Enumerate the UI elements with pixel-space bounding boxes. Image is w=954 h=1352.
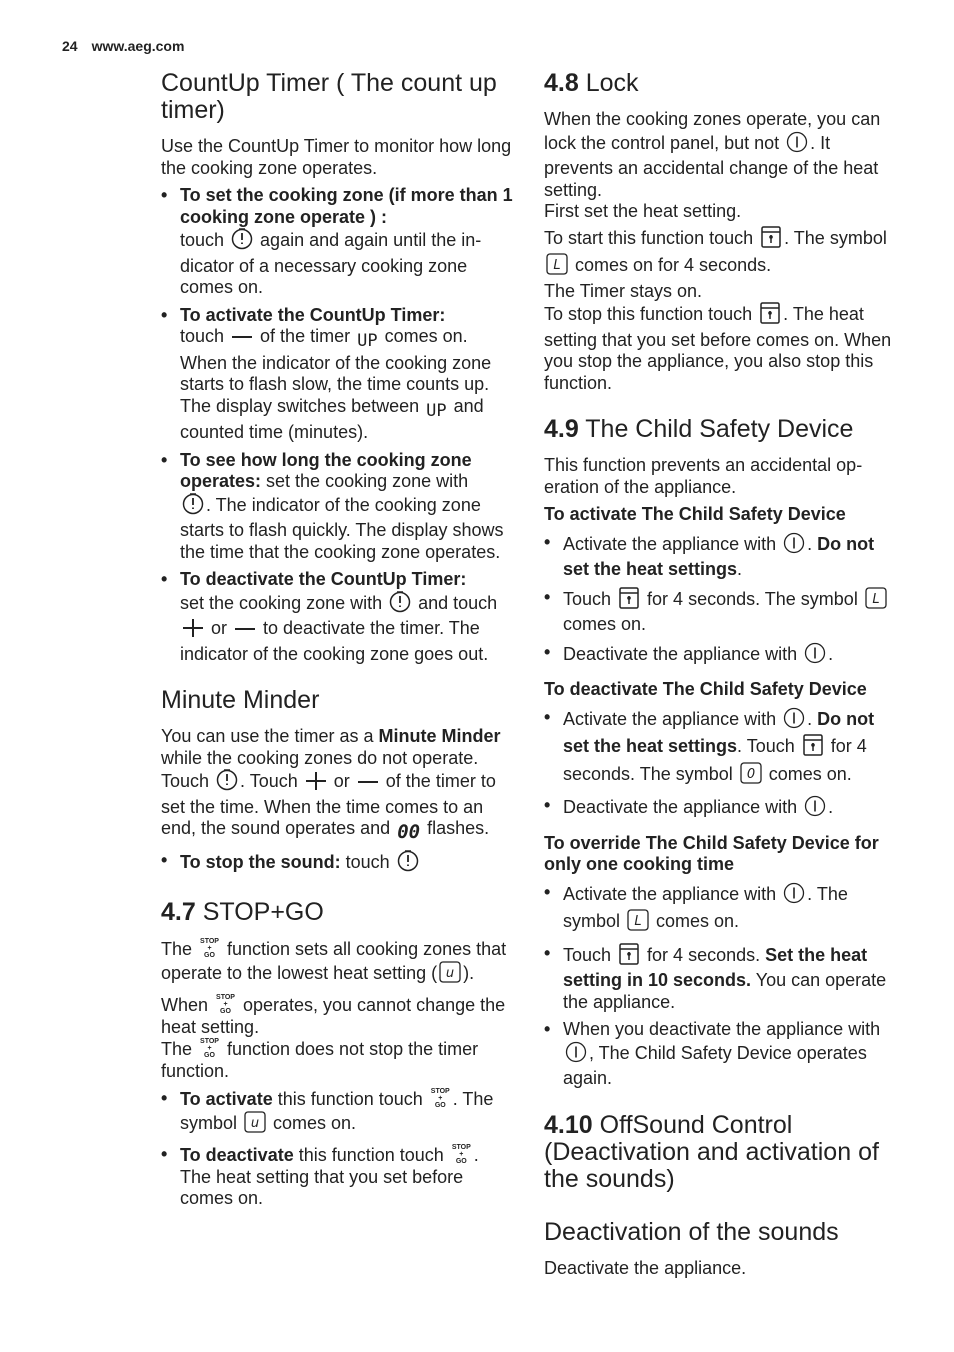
- countup-list: [161, 185, 513, 665]
- minute-minder-title: Minute Minder: [161, 686, 320, 714]
- text: and touch: [413, 592, 498, 613]
- plus-label: +: [207, 945, 212, 952]
- text: . The indicator of the cooking zone starts to flash quickly. The display shows the time that the cooking zone operates.: [180, 494, 504, 562]
- text-bold: Minute Minder: [378, 726, 501, 746]
- stopgo-p2: [161, 994, 513, 1038]
- text: comes on.: [563, 614, 647, 634]
- stopgo-section: [161, 899, 513, 1210]
- list-item: [161, 1088, 513, 1138]
- up-display-icon: UP: [426, 400, 447, 421]
- text: . Touch: [240, 771, 303, 791]
- stopgo-title: [161, 899, 513, 926]
- plus-icon: [182, 618, 204, 644]
- text: Activate the appliance with: [563, 533, 782, 554]
- stopgo-p1: [161, 938, 513, 988]
- text: function does not stop the timer function.: [161, 1039, 479, 1081]
- child-deactivate-heading: To deactivate The Child Safety Device: [544, 679, 867, 699]
- l-symbol-text: L: [553, 258, 561, 273]
- bullet-bold: To activate the CountUp Timer:: [180, 304, 446, 325]
- text: Activate the appliance with: [563, 883, 782, 904]
- list-item: [161, 850, 513, 878]
- text-bold: Do not set the heat settings: [563, 708, 875, 756]
- stop-go-icon: [200, 938, 219, 959]
- list-item: [161, 185, 513, 299]
- bullet-bold: To activate: [180, 1089, 273, 1109]
- countup-intro: Use the CountUp Timer to monitor how long the cooking zone operates.: [161, 136, 512, 178]
- text: To stop this function touch: [544, 304, 758, 324]
- power-icon: [786, 131, 808, 159]
- text: . It prevents an accidental change of the heat setting.: [544, 132, 879, 200]
- child-activate-heading: To activate The Child Safety Device: [544, 504, 846, 524]
- lock-key-icon: [618, 587, 640, 615]
- deactivation-sounds-title: Deactivation of the sounds: [544, 1217, 839, 1246]
- text: ).: [463, 962, 475, 983]
- text: touch: [340, 851, 395, 872]
- section-number: 4.8: [544, 69, 579, 97]
- text: again and again until the indicator of a necessary cooking zone comes on.: [180, 230, 482, 297]
- timer-icon: [231, 228, 253, 256]
- list-item: [544, 943, 894, 1014]
- text: . Touch: [737, 736, 800, 756]
- plus-icon: [305, 771, 327, 797]
- go-label: GO: [455, 1158, 467, 1165]
- text-bold: Do not set the heat settings: [563, 533, 875, 579]
- stopgo-p3: [161, 1038, 513, 1082]
- lock-title: [544, 70, 894, 97]
- stop-label: STOP: [200, 938, 219, 945]
- power-icon: [804, 642, 826, 670]
- text: for 4 seconds. The symbol: [642, 588, 863, 609]
- list-item: [161, 1144, 513, 1210]
- stop-label: STOP: [451, 1144, 471, 1151]
- bullet-bold: To stop the sound:: [180, 851, 341, 872]
- power-icon: [565, 1041, 587, 1069]
- timer-icon: [216, 769, 238, 797]
- stopgo-list: [161, 1088, 513, 1210]
- lock-p2: First set the heat setting.: [544, 201, 742, 221]
- power-icon: [804, 795, 826, 823]
- lock-key-icon: [759, 302, 781, 330]
- power-icon: [783, 882, 805, 910]
- text: of the timer: [255, 326, 356, 346]
- text: , The Child Safety Device operates again.: [563, 1042, 867, 1088]
- text: touch: [180, 326, 230, 346]
- section-title: The Child Safety Device: [585, 415, 854, 443]
- lock-p1: [544, 109, 894, 201]
- l-display-icon: [546, 253, 568, 281]
- child-safety-section: [544, 416, 894, 1090]
- stop-go-icon: [431, 1088, 450, 1109]
- text: and counted time (minutes).: [180, 395, 484, 442]
- bullet-bold: To deactivate: [180, 1145, 294, 1165]
- section-number: 4.7: [161, 898, 196, 926]
- minus-icon: [357, 775, 379, 797]
- lock-section: [544, 70, 894, 394]
- text: .: [828, 643, 834, 664]
- text: for 4 seconds.: [642, 944, 766, 965]
- bullet-bold: To set the cooking zone (if more than 1 cooking zone operate ) :: [180, 185, 513, 227]
- text: You can use the timer as a: [161, 726, 379, 746]
- text: . The symbol: [563, 883, 848, 931]
- text: Touch: [563, 944, 617, 965]
- text: Activate the appliance with: [563, 708, 782, 729]
- l-symbol-text: L: [872, 591, 880, 607]
- child-safety-title: [544, 416, 894, 443]
- list-item: [544, 587, 894, 636]
- text: function sets all cooking zones that operate to the lowest heat setting (: [161, 939, 507, 983]
- text: .: [737, 559, 743, 579]
- u-symbol-text: u: [250, 1115, 260, 1131]
- text: comes on.: [763, 763, 852, 784]
- list-item: [161, 305, 513, 444]
- go-label: GO: [434, 1102, 446, 1109]
- deactivation-sounds-text: Deactivate the appliance.: [544, 1257, 747, 1278]
- text: or: [328, 771, 355, 791]
- text: this function touch: [293, 1145, 449, 1165]
- text: comes on. When the indicator of the cooking zone starts to flash slow, the time counts up. The display switches between: [180, 326, 492, 416]
- section-number: 4.10: [544, 1110, 593, 1139]
- list-item: [544, 642, 894, 670]
- text: comes on for 4 seconds.: [570, 255, 772, 275]
- lock-key-icon: [802, 734, 824, 762]
- text: When the cooking zones operate, you can lock the control panel, but not: [544, 109, 881, 153]
- up-display-icon: UP: [357, 331, 378, 351]
- text: .: [807, 708, 818, 729]
- text: of the timer to set the time. When the time comes to an end, the sound operates and: [161, 771, 496, 838]
- text: set the cooking zone with: [180, 592, 388, 613]
- page-header: [62, 38, 184, 54]
- text: .: [807, 533, 818, 554]
- text: this function touch: [272, 1089, 428, 1109]
- section-title: STOP+GO: [202, 898, 324, 926]
- text: To start this function touch: [544, 227, 759, 248]
- minute-minder-section: [161, 687, 513, 877]
- list-item: [161, 569, 513, 665]
- go-label: GO: [220, 1008, 231, 1015]
- section-title: OffSound Control (Deactivation and activation of the sounds): [544, 1110, 879, 1193]
- text: . The symbol: [180, 1089, 494, 1133]
- go-label: GO: [204, 1052, 215, 1059]
- offsound-section: [544, 1112, 894, 1280]
- u-display-icon: [244, 1111, 266, 1139]
- minute-minder-list: [161, 850, 513, 878]
- text: The: [161, 1039, 198, 1059]
- section-title: Lock: [585, 69, 639, 97]
- list-item: [544, 882, 894, 937]
- text: The: [161, 939, 198, 959]
- plus-label: +: [459, 1151, 464, 1158]
- lock-p3: [544, 226, 894, 281]
- text: flashes.: [422, 818, 490, 838]
- stop-go-icon: [452, 1144, 471, 1165]
- u-symbol-text: u: [446, 965, 455, 981]
- text: comes on.: [651, 911, 740, 931]
- text: comes on.: [268, 1112, 357, 1133]
- l-symbol-text: L: [634, 914, 642, 929]
- text: . The symbol: [784, 227, 887, 248]
- u-display-icon: [439, 961, 461, 989]
- offsound-title: [544, 1112, 894, 1193]
- stop-label: STOP: [216, 994, 235, 1001]
- text: operates, you cannot change the heat setting.: [161, 995, 506, 1037]
- text: touch: [180, 230, 230, 250]
- text-bold: Set the heat setting in 10 seconds.: [563, 944, 868, 990]
- bullet-bold: To see how long the cooking zone operates:: [180, 449, 472, 491]
- list-item: [544, 532, 894, 581]
- text: You can operate the appliance.: [563, 970, 887, 1012]
- text: while the cooking zones do not operate. Touch: [161, 747, 479, 791]
- text: . The heat setting that you set before comes on. When you stop the appliance, you also stop this function.: [544, 304, 892, 393]
- stop-go-icon: [216, 994, 235, 1015]
- stop-go-icon: [200, 1038, 219, 1059]
- child-override-heading: To override The Child Safety Device for only one cooking time: [544, 832, 879, 874]
- text: or: [206, 618, 233, 638]
- plus-label: +: [207, 1045, 212, 1052]
- text: .: [828, 797, 834, 817]
- text: to deactivate the timer. The indicator of the cooking zone goes out.: [180, 618, 489, 664]
- text: . The heat setting that you set before comes on.: [180, 1145, 479, 1208]
- go-label: GO: [204, 952, 215, 959]
- left-column: [161, 70, 513, 1232]
- lock-p4: The Timer stays on.: [544, 280, 703, 301]
- zero-zero-display-icon: 00: [397, 821, 421, 843]
- text: Deactivate the appliance with: [563, 643, 803, 664]
- website: www.aeg.com: [91, 38, 185, 54]
- list-item: [544, 707, 894, 790]
- list-item: [544, 1019, 894, 1090]
- child-deactivate-list: [544, 707, 894, 823]
- power-icon: [783, 532, 805, 560]
- bullet-bold: To deactivate the CountUp Timer:: [180, 569, 467, 589]
- zero-symbol-text: 0: [746, 766, 755, 782]
- minute-minder-text: [161, 726, 513, 844]
- text: Deactivate the appliance with: [563, 797, 803, 817]
- timer-icon: [389, 591, 411, 619]
- text: set the cooking zone with: [261, 471, 469, 491]
- lock-key-icon: [618, 943, 640, 971]
- text: When you deactivate the appliance with: [563, 1019, 881, 1039]
- text: When: [161, 995, 214, 1015]
- text: for 4 seconds. The symbol: [563, 736, 867, 784]
- countup-section: [161, 70, 513, 665]
- section-number: 4.9: [544, 415, 579, 443]
- child-override-list: [544, 882, 894, 1090]
- power-icon: [783, 707, 805, 735]
- child-activate-list: [544, 532, 894, 670]
- plus-label: +: [223, 1001, 228, 1008]
- page-number: 24: [62, 38, 78, 54]
- stop-label: STOP: [200, 1038, 219, 1045]
- lock-key-icon: [760, 226, 782, 254]
- list-item: [161, 450, 513, 564]
- l-display-icon: [865, 587, 887, 615]
- countup-title: CountUp Timer ( The count up timer): [161, 69, 497, 124]
- list-item: [544, 795, 894, 823]
- right-column: [544, 70, 894, 1301]
- minus-icon: [234, 622, 256, 644]
- timer-icon: [397, 850, 419, 878]
- lock-p5: [544, 302, 894, 394]
- minus-icon: [231, 330, 253, 352]
- plus-label: +: [438, 1095, 443, 1102]
- zero-display-icon: [740, 762, 762, 790]
- l-display-icon: [627, 909, 649, 937]
- text: Touch: [563, 588, 617, 609]
- timer-icon: [182, 493, 204, 521]
- stop-label: STOP: [430, 1088, 450, 1095]
- child-safety-intro: This function prevents an accidental operation of the appliance.: [544, 455, 863, 497]
